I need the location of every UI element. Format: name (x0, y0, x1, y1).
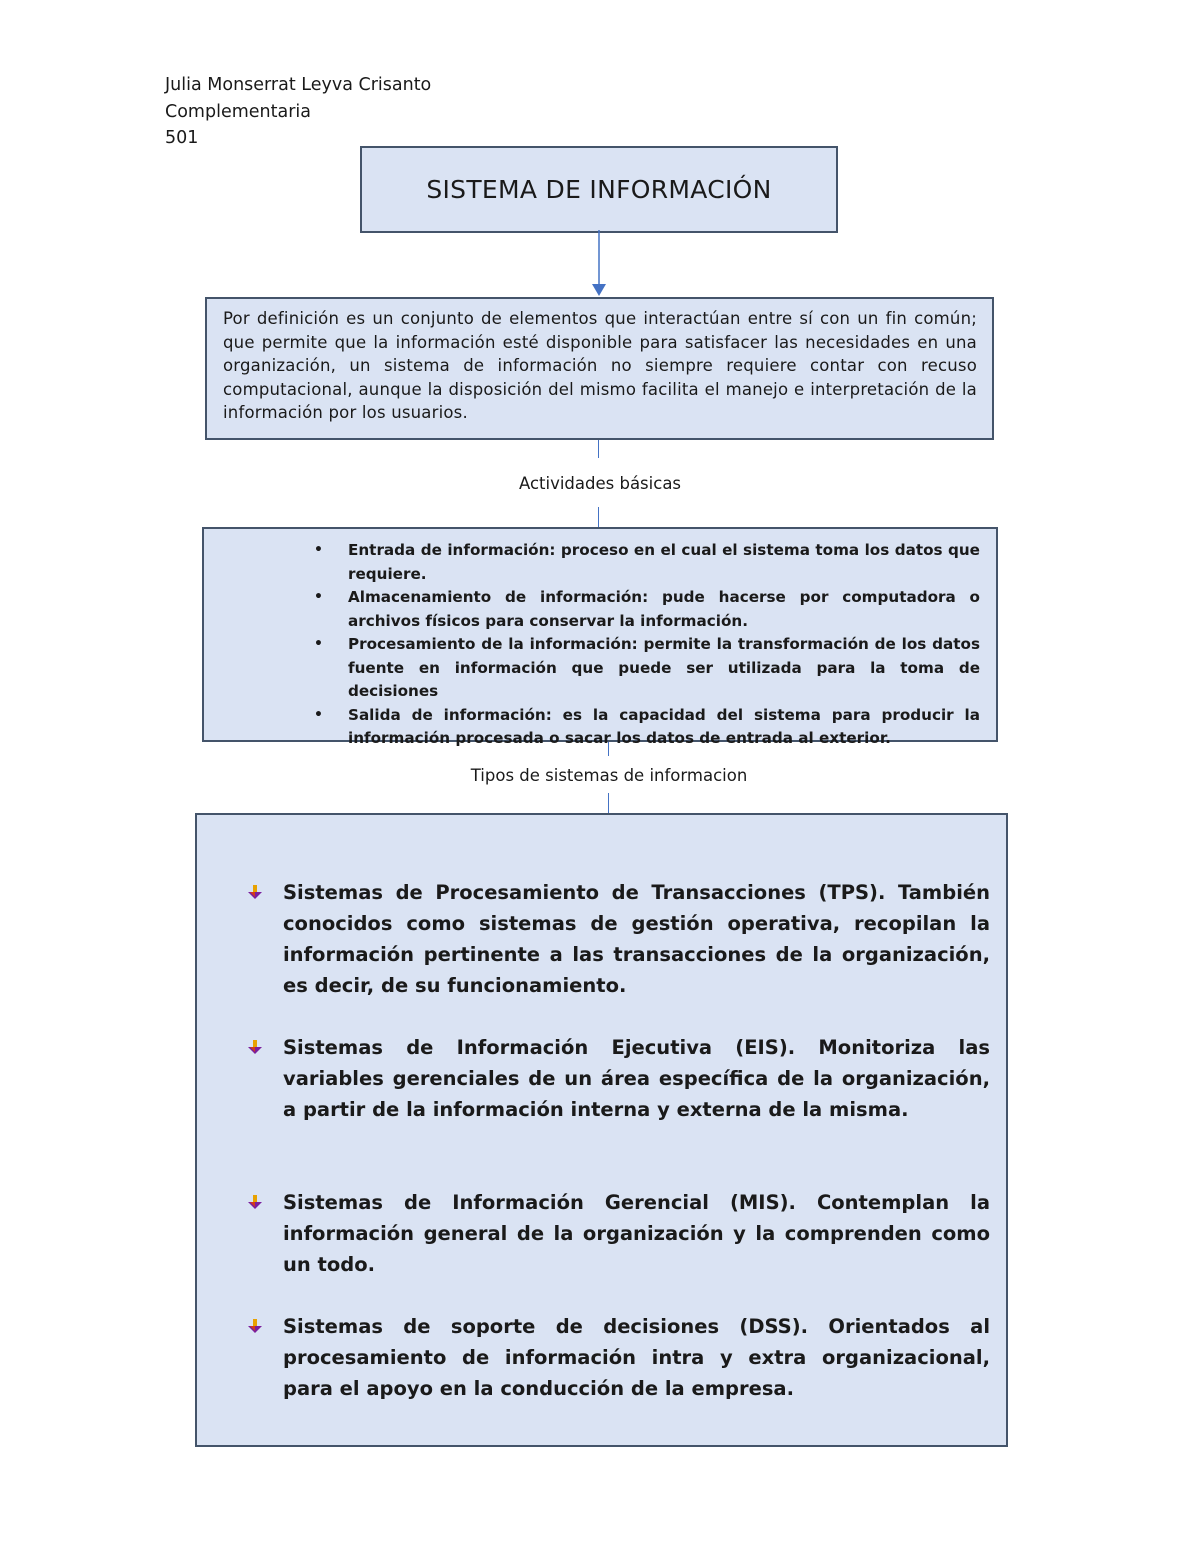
bullet-icon: • (314, 542, 323, 558)
bullet-icon: • (314, 706, 323, 723)
arrow-bullet-icon (247, 1318, 263, 1334)
author-name: Julia Monserrat Leyva Crisanto (165, 75, 432, 95)
list-item: • Entrada de información: proceso en el cual el sistema toma los datos que requiere. (314, 541, 980, 583)
list-item: Sistemas de Información Ejecutiva (EIS). Monitoriza las variables gerenciales de un área específica de la organización, a partir de la información interna y externa de la misma. (283, 1032, 990, 1125)
connector-line (608, 793, 609, 813)
list-item: Sistemas de Procesamiento de Transacciones (TPS). También conocidos como sistemas de gestión operativa, recopilan la información pertinente a las transacciones de la organización, es decir, de su funcionamiento. (283, 877, 990, 1001)
connector-line (608, 742, 609, 756)
activities-label: Actividades básicas (518, 474, 682, 493)
document-header (165, 72, 431, 152)
bullet-icon: • (314, 636, 323, 652)
diagram-title: SISTEMA DE INFORMACIÓN (426, 175, 772, 204)
definition-text: Por definición es un conjunto de elementos que interactúan entre sí con un fin común; que permite que la información esté disponible para satisfacer las necesidades en una organización, un sistema de información no siempre requiere contar con recuso computacional, aunque la disposición del mismo facilita el manejo e interpretación de la información por los usuarios. (223, 309, 977, 422)
list-item: Sistemas de Información Gerencial (MIS). Contemplan la información general de la organización y la comprenden como un todo. (283, 1187, 990, 1280)
connector-line (598, 507, 599, 527)
list-item: • Salida de información: es la capacidad del sistema para producir la información procesada o sacar los datos de entrada al exterior. (314, 705, 980, 747)
bullet-icon: • (314, 589, 323, 605)
arrow-bullet-icon (247, 884, 263, 900)
activities-list (314, 539, 980, 751)
list-item: • Almacenamiento de información: pude hacerse por computadora o archivos físicos para conservar la información. (314, 588, 980, 630)
arrow-bullet-icon (247, 1194, 263, 1210)
course-name: Complementaria (165, 101, 311, 122)
types-box (195, 813, 1008, 1447)
list-item: Sistemas de soporte de decisiones (DSS). Orientados al procesamiento de información intra y extra organizacional, para el apoyo en la conducción de la empresa. (283, 1311, 990, 1404)
down-arrow-icon (588, 230, 610, 298)
activities-box (202, 527, 998, 747)
title-box (360, 146, 838, 233)
types-label: Tipos de sistemas de informacion (470, 766, 748, 785)
group-number: 501 (165, 128, 199, 148)
connector-line (598, 440, 599, 458)
arrow-bullet-icon (247, 1039, 263, 1055)
definition-box (205, 297, 994, 440)
list-item: • Procesamiento de la información: permite la transformación de los datos fuente en información que puede ser utilizada para la toma de decisiones (314, 635, 980, 700)
